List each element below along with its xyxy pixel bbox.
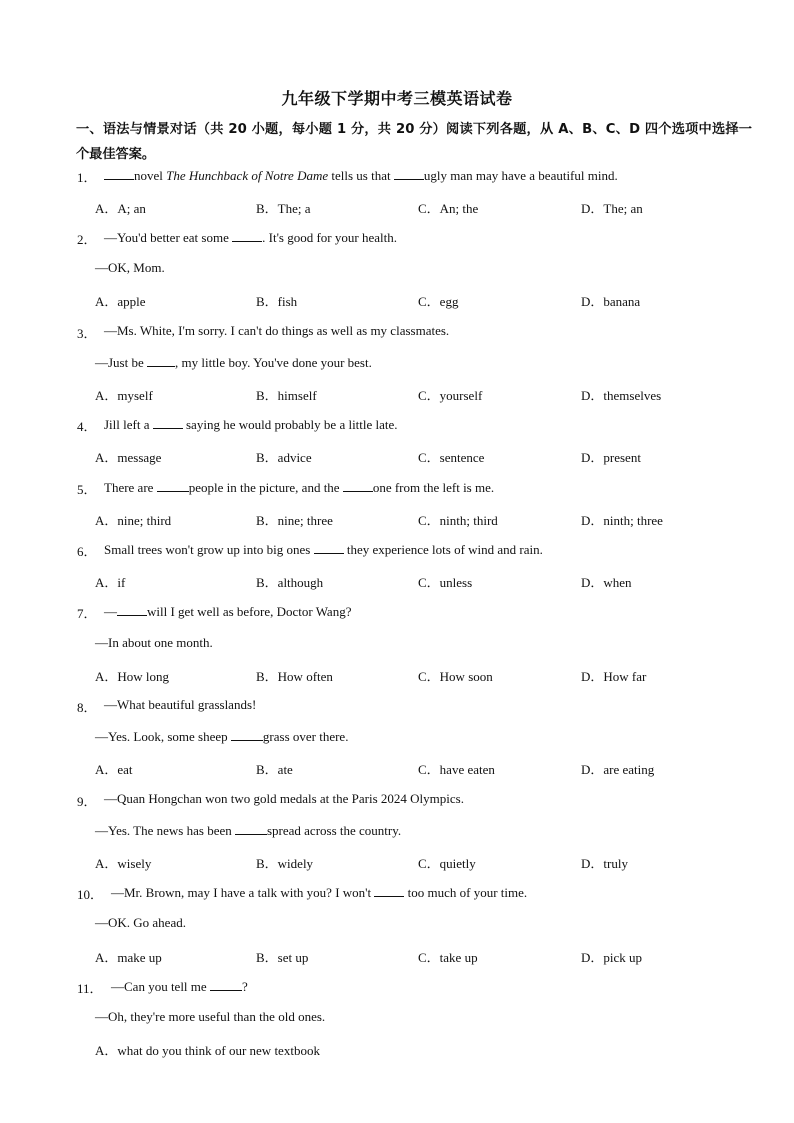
dialogue-line: —Oh, they're more useful than the old ones.	[95, 1009, 326, 1024]
option-c[interactable]: C．unless	[418, 575, 473, 590]
question-text: —Can you tell me ?	[111, 979, 248, 994]
question-text: —Quan Hongchan won two gold medals at the Paris 2024 Olympics.	[104, 791, 464, 806]
option-a[interactable]: A．if	[95, 575, 126, 590]
option-a[interactable]: A．what do you think of our new textbook	[95, 1043, 320, 1058]
question-text: novel The Hunchback of Notre Dame tells us that ugly man may have a beautiful mind.	[104, 167, 618, 184]
option-d[interactable]: D．when	[581, 575, 632, 590]
dialogue-line: —OK. Go ahead.	[95, 915, 186, 930]
question-number: 3．	[77, 326, 97, 341]
option-c[interactable]: C．yourself	[418, 388, 483, 403]
answer-blank	[147, 354, 175, 367]
question-number: 1．	[77, 170, 97, 185]
option-d[interactable]: D．ninth; three	[581, 513, 663, 528]
question-text: Jill left a saying he would probably be a little late.	[104, 417, 398, 432]
question-number: 2．	[77, 232, 97, 247]
question-text: — will I get well as before, Doctor Wang?	[104, 604, 352, 619]
option-d[interactable]: D．pick up	[581, 950, 643, 965]
option-d[interactable]: D．present	[581, 450, 641, 465]
answer-blank	[157, 479, 189, 492]
answer-blank	[231, 728, 263, 741]
question-text: —You'd better eat some . It's good for your health.	[104, 230, 397, 245]
option-a[interactable]: A．message	[95, 450, 162, 465]
option-b[interactable]: B．How often	[256, 669, 333, 684]
answer-blank	[117, 603, 147, 616]
option-a[interactable]: A．How long	[95, 669, 170, 684]
option-b[interactable]: B．ate	[256, 762, 293, 777]
option-c[interactable]: C．sentence	[418, 450, 485, 465]
option-c[interactable]: C．quietly	[418, 856, 476, 871]
option-b[interactable]: B．set up	[256, 950, 309, 965]
answer-blank	[394, 167, 424, 180]
dialogue-line: —Just be , my little boy. You've done your best.	[95, 355, 372, 370]
option-c[interactable]: C．ninth; third	[418, 513, 498, 528]
question-text: —What beautiful grasslands!	[104, 697, 257, 712]
question-number: 9．	[77, 794, 97, 809]
section-heading: 一、语法与情景对话（共 20 小题，每小题 1 分，共 20 分）阅读下列各题，从 A、B、C、D 四个选项中选择一个最佳答案。	[76, 122, 752, 162]
answer-blank	[235, 822, 267, 835]
option-d[interactable]: D．banana	[581, 294, 641, 309]
question-number: 6．	[77, 544, 97, 559]
option-c[interactable]: C．take up	[418, 950, 478, 965]
question-number: 10．	[77, 887, 104, 902]
answer-blank	[153, 416, 183, 429]
answer-blank	[343, 479, 373, 492]
option-c[interactable]: C．How soon	[418, 669, 493, 684]
question-text: There are people in the picture, and the one from the left is me.	[104, 480, 495, 495]
option-b[interactable]: B．himself	[256, 388, 317, 403]
dialogue-line: —Yes. The news has been spread across the country.	[95, 823, 402, 838]
option-d[interactable]: D．The; an	[581, 201, 643, 216]
question-number: 8．	[77, 700, 97, 715]
option-b[interactable]: B．although	[256, 575, 324, 590]
option-d[interactable]: D．themselves	[581, 388, 662, 403]
option-a[interactable]: A．wisely	[95, 856, 152, 871]
option-a[interactable]: A．make up	[95, 950, 162, 965]
option-b[interactable]: B．fish	[256, 294, 298, 309]
question-text: —Ms. White, I'm sorry. I can't do things as well as my classmates.	[104, 323, 450, 338]
option-a[interactable]: A．eat	[95, 762, 133, 777]
option-c[interactable]: C．An; the	[418, 201, 479, 216]
question-number: 4．	[77, 419, 97, 434]
question-text: Small trees won't grow up into big ones they experience lots of wind and rain.	[104, 542, 543, 557]
option-b[interactable]: B．nine; three	[256, 513, 333, 528]
book-title: The Hunchback of Notre Dame	[166, 168, 329, 183]
answer-blank	[104, 167, 134, 180]
dialogue-line: —Yes. Look, some sheep grass over there.	[95, 729, 349, 744]
question-text: —Mr. Brown, may I have a talk with you? I won't too much of your time.	[111, 885, 528, 900]
answer-blank	[210, 978, 242, 991]
question-number: 7．	[77, 606, 97, 621]
option-a[interactable]: A．A; an	[95, 201, 146, 216]
option-b[interactable]: B．widely	[256, 856, 314, 871]
option-a[interactable]: A．myself	[95, 388, 153, 403]
question-number: 11．	[77, 981, 103, 996]
option-d[interactable]: D．truly	[581, 856, 628, 871]
question-number: 5．	[77, 482, 97, 497]
option-b[interactable]: B．advice	[256, 450, 312, 465]
option-c[interactable]: C．egg	[418, 294, 459, 309]
option-c[interactable]: C．have eaten	[418, 762, 495, 777]
answer-blank	[374, 884, 404, 897]
page-title: 九年级下学期中考三模英语试卷	[281, 89, 513, 108]
dialogue-line: —OK, Mom.	[95, 260, 165, 275]
option-a[interactable]: A．apple	[95, 294, 146, 309]
option-d[interactable]: D．How far	[581, 669, 647, 684]
answer-blank	[314, 541, 344, 554]
option-a[interactable]: A．nine; third	[95, 513, 172, 528]
dialogue-line: —In about one month.	[95, 635, 213, 650]
option-b[interactable]: B．The; a	[256, 201, 311, 216]
answer-blank	[232, 229, 262, 242]
option-d[interactable]: D．are eating	[581, 762, 655, 777]
